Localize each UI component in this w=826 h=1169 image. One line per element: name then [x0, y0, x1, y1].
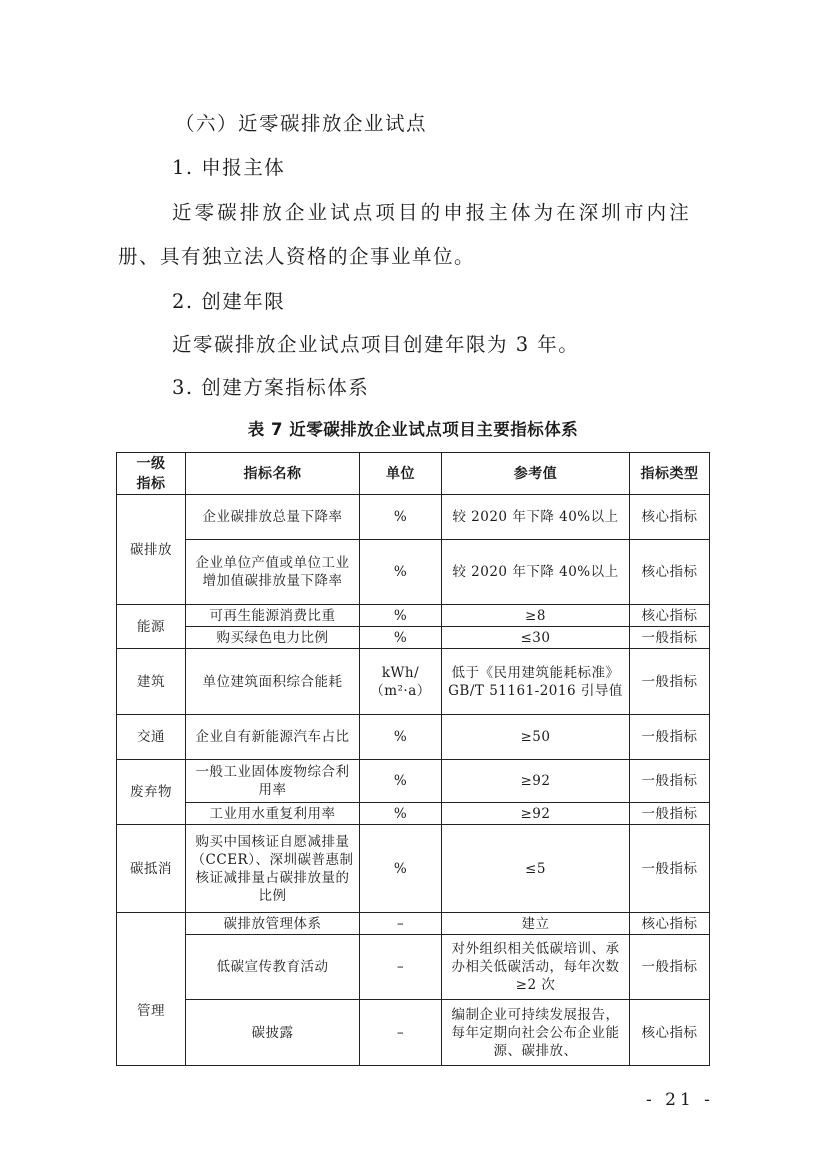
- indicator-unit: –: [360, 935, 442, 1000]
- table-row: [117, 605, 710, 627]
- indicator-name: 企业自有新能源汽车占比: [186, 715, 360, 760]
- indicator-type: 核心指标: [630, 495, 710, 540]
- indicator-ref: ≥50: [442, 715, 630, 760]
- indicator-ref: ≥92: [442, 803, 630, 825]
- table-row: [117, 715, 710, 760]
- indicator-type: 核心指标: [630, 913, 710, 935]
- indicator-name: 企业碳排放总量下降率: [186, 495, 360, 540]
- section-heading: （六）近零碳排放企业试点: [175, 112, 428, 135]
- indicator-ref: ≤30: [442, 627, 630, 649]
- indicator-unit: –: [360, 913, 442, 935]
- unit-line2: （m²·a）: [370, 682, 431, 699]
- indicator-unit: %: [360, 715, 442, 760]
- indicator-ref: 编制企业可持续发展报告，每年定期向社会公布企业能源、碳排放、: [442, 1000, 630, 1066]
- item1-title: 1. 申报主体: [172, 156, 286, 179]
- header-level1: 一级指标: [117, 453, 186, 495]
- table-row: [117, 803, 710, 825]
- indicator-unit: %: [360, 495, 442, 540]
- indicator-type: 核心指标: [630, 605, 710, 627]
- indicator-type: 核心指标: [630, 540, 710, 605]
- indicator-type: 一般指标: [630, 760, 710, 803]
- table-row: [117, 913, 710, 935]
- indicator-unit: %: [360, 760, 442, 803]
- indicator-name: 单位建筑面积综合能耗: [186, 649, 360, 715]
- indicator-ref: 低于《民用建筑能耗标准》GB/T 51161-2016 引导值: [442, 649, 630, 715]
- table-row: [117, 495, 710, 540]
- indicator-table: [116, 452, 710, 1066]
- indicator-name: 可再生能源消费比重: [186, 605, 360, 627]
- table-row: [117, 825, 710, 913]
- indicator-ref: 较 2020 年下降 40%以上: [442, 495, 630, 540]
- item1-text-line1: 近零碳排放企业试点项目的申报主体为在深圳市内注: [172, 201, 692, 224]
- indicator-type: 核心指标: [630, 1000, 710, 1066]
- indicator-ref: 较 2020 年下降 40%以上: [442, 540, 630, 605]
- indicator-name: 工业用水重复利用率: [186, 803, 360, 825]
- indicator-unit: %: [360, 605, 442, 627]
- table-row: [117, 760, 710, 803]
- item3-title: 3. 创建方案指标体系: [172, 376, 370, 399]
- indicator-unit: –: [360, 1000, 442, 1066]
- item2-text: 近零碳排放企业试点项目创建年限为 3 年。: [172, 333, 580, 356]
- indicator-type: 一般指标: [630, 825, 710, 913]
- category-cell: 交通: [117, 715, 186, 760]
- category-cell: 碳抵消: [117, 825, 186, 913]
- indicator-ref: ≥92: [442, 760, 630, 803]
- category-cell: 管理: [117, 913, 186, 1066]
- item1-text-line2: 册、具有独立法人资格的企事业单位。: [118, 245, 476, 268]
- indicator-type: 一般指标: [630, 649, 710, 715]
- indicator-name: 购买绿色电力比例: [186, 627, 360, 649]
- indicator-type: 一般指标: [630, 627, 710, 649]
- indicator-unit: %: [360, 803, 442, 825]
- indicator-name: 企业单位产值或单位工业增加值碳排放量下降率: [186, 540, 360, 605]
- category-cell: 碳排放: [117, 495, 186, 605]
- category-cell: 废弃物: [117, 760, 186, 825]
- indicator-type: 一般指标: [630, 803, 710, 825]
- indicator-ref: 对外组织相关低碳培训、承办相关低碳活动，每年次数≥2 次: [442, 935, 630, 1000]
- indicator-unit: [360, 649, 442, 715]
- indicator-name: 碳披露: [186, 1000, 360, 1066]
- category-cell: 建筑: [117, 649, 186, 715]
- table-caption: 表 7 近零碳排放企业试点项目主要指标体系: [247, 420, 579, 439]
- indicator-unit: %: [360, 825, 442, 913]
- indicator-ref: ≤5: [442, 825, 630, 913]
- header-ref: 参考值: [442, 453, 630, 495]
- indicator-ref: 建立: [442, 913, 630, 935]
- indicator-type: 一般指标: [630, 935, 710, 1000]
- page-number: - 21 -: [646, 1090, 714, 1110]
- indicator-name: 购买中国核证自愿减排量（CCER）、深圳碳普惠制核证减排量占碳排放量的比例: [186, 825, 360, 913]
- indicator-name: 一般工业固体废物综合利用率: [186, 760, 360, 803]
- indicator-ref: ≥8: [442, 605, 630, 627]
- indicator-unit: %: [360, 540, 442, 605]
- indicator-unit: %: [360, 627, 442, 649]
- table-row: [117, 627, 710, 649]
- table-row: [117, 649, 710, 715]
- table-row: [117, 1000, 710, 1066]
- item2-title: 2. 创建年限: [172, 290, 286, 313]
- unit-line1: kWh/: [381, 664, 420, 681]
- indicator-name: 低碳宣传教育活动: [186, 935, 360, 1000]
- table-row: [117, 935, 710, 1000]
- indicator-type: 一般指标: [630, 715, 710, 760]
- table-row: [117, 540, 710, 605]
- header-type: 指标类型: [630, 453, 710, 495]
- table-header-row: [117, 453, 710, 495]
- header-name: 指标名称: [186, 453, 360, 495]
- category-cell: 能源: [117, 605, 186, 649]
- header-unit: 单位: [360, 453, 442, 495]
- indicator-name: 碳排放管理体系: [186, 913, 360, 935]
